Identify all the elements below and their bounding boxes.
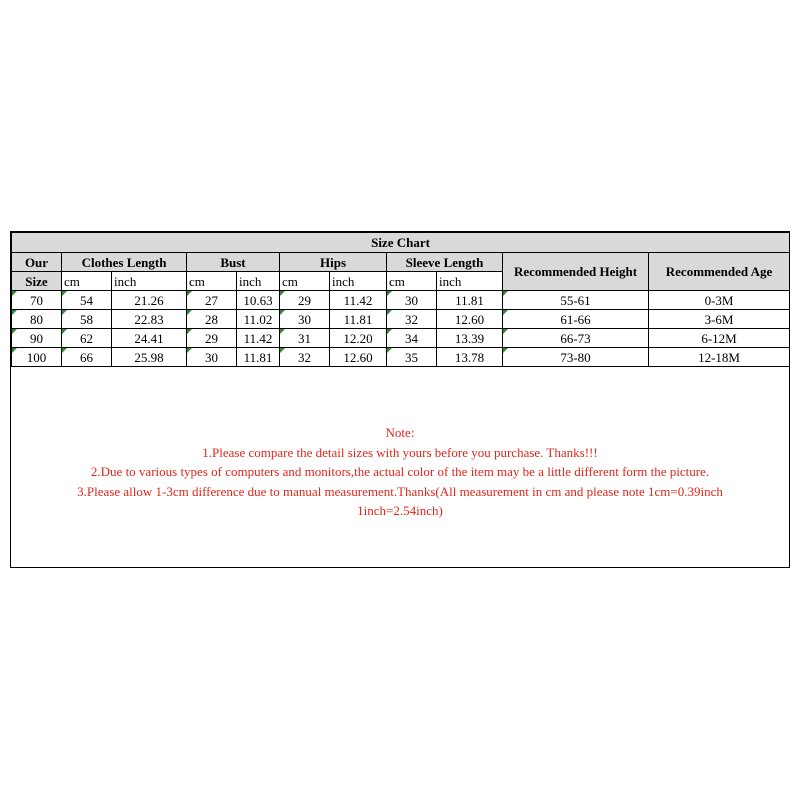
header-recommended-height: Recommended Height [503, 253, 649, 291]
unit-inch: inch [112, 272, 187, 291]
header-clothes-length: Clothes Length [62, 253, 187, 272]
cell-hips-inch: 11.42 [330, 291, 387, 310]
cell-clothes-cm: 66 [62, 348, 112, 367]
cell-age: 3-6M [649, 310, 790, 329]
cell-sleeve-inch: 11.81 [437, 291, 503, 310]
note-line-2: 2.Due to various types of computers and monitors,the actual color of the item may be a little different form the picture. [90, 464, 710, 479]
cell-clothes-inch: 22.83 [112, 310, 187, 329]
cell-sleeve-inch: 13.39 [437, 329, 503, 348]
cell-hips-cm: 32 [280, 348, 330, 367]
note-heading: Note: [385, 425, 415, 440]
cell-size: 70 [12, 291, 62, 310]
cell-hips-cm: 29 [280, 291, 330, 310]
header-sleeve-length: Sleeve Length [387, 253, 503, 272]
cell-age: 6-12M [649, 329, 790, 348]
table-row [12, 291, 790, 310]
cell-height: 73-80 [503, 348, 649, 367]
table-row [12, 329, 790, 348]
cell-height: 66-73 [503, 329, 649, 348]
header-our: Our [24, 254, 49, 270]
cell-sleeve-cm: 32 [387, 310, 437, 329]
unit-cm: cm [187, 272, 237, 291]
header-row [12, 253, 790, 272]
cell-hips-inch: 11.81 [330, 310, 387, 329]
size-chart-table [11, 232, 790, 367]
cell-size: 80 [12, 310, 62, 329]
unit-cm: cm [62, 272, 112, 291]
cell-bust-inch: 11.02 [237, 310, 280, 329]
notes-block [11, 423, 789, 521]
unit-inch: inch [237, 272, 280, 291]
note-line-1: 1.Please compare the detail sizes with yours before you purchase. Thanks!!! [202, 444, 598, 460]
cell-bust-cm: 27 [187, 291, 237, 310]
cell-clothes-inch: 25.98 [112, 348, 187, 367]
header-recommended-age: Recommended Age [649, 253, 790, 291]
cell-clothes-cm: 62 [62, 329, 112, 348]
cell-bust-cm: 30 [187, 348, 237, 367]
cell-hips-cm: 31 [280, 329, 330, 348]
note-line-4: 1inch=2.54inch) [357, 503, 443, 518]
unit-inch: inch [437, 272, 503, 291]
title-row [12, 233, 790, 253]
cell-bust-inch: 11.42 [237, 329, 280, 348]
cell-sleeve-cm: 30 [387, 291, 437, 310]
cell-age: 12-18M [649, 348, 790, 367]
unit-cm: cm [280, 272, 330, 291]
cell-age: 0-3M [649, 291, 790, 310]
cell-height: 55-61 [503, 291, 649, 310]
cell-sleeve-cm: 35 [387, 348, 437, 367]
cell-bust-cm: 28 [187, 310, 237, 329]
cell-size: 90 [12, 329, 62, 348]
note-line-3: 3.Please allow 1-3cm difference due to manual measurement.Thanks(All measurement in cm and please note 1cm=0.39inch [77, 483, 723, 499]
cell-height: 61-66 [503, 310, 649, 329]
header-our-size [12, 253, 62, 272]
cell-hips-inch: 12.20 [330, 329, 387, 348]
cell-bust-inch: 11.81 [237, 348, 280, 367]
table-row [12, 348, 790, 367]
header-bust: Bust [187, 253, 280, 272]
unit-inch: inch [330, 272, 387, 291]
cell-hips-cm: 30 [280, 310, 330, 329]
cell-bust-cm: 29 [187, 329, 237, 348]
cell-clothes-cm: 54 [62, 291, 112, 310]
cell-bust-inch: 10.63 [237, 291, 280, 310]
header-size: Size [12, 272, 62, 291]
header-hips: Hips [280, 253, 387, 272]
cell-sleeve-inch: 13.78 [437, 348, 503, 367]
size-chart-panel [10, 231, 790, 568]
cell-clothes-inch: 24.41 [112, 329, 187, 348]
cell-sleeve-inch: 12.60 [437, 310, 503, 329]
cell-hips-inch: 12.60 [330, 348, 387, 367]
cell-sleeve-cm: 34 [387, 329, 437, 348]
unit-cm: cm [387, 272, 437, 291]
cell-clothes-inch: 21.26 [112, 291, 187, 310]
cell-clothes-cm: 58 [62, 310, 112, 329]
cell-size: 100 [12, 348, 62, 367]
table-row [12, 310, 790, 329]
table-title: Size Chart [12, 233, 790, 253]
